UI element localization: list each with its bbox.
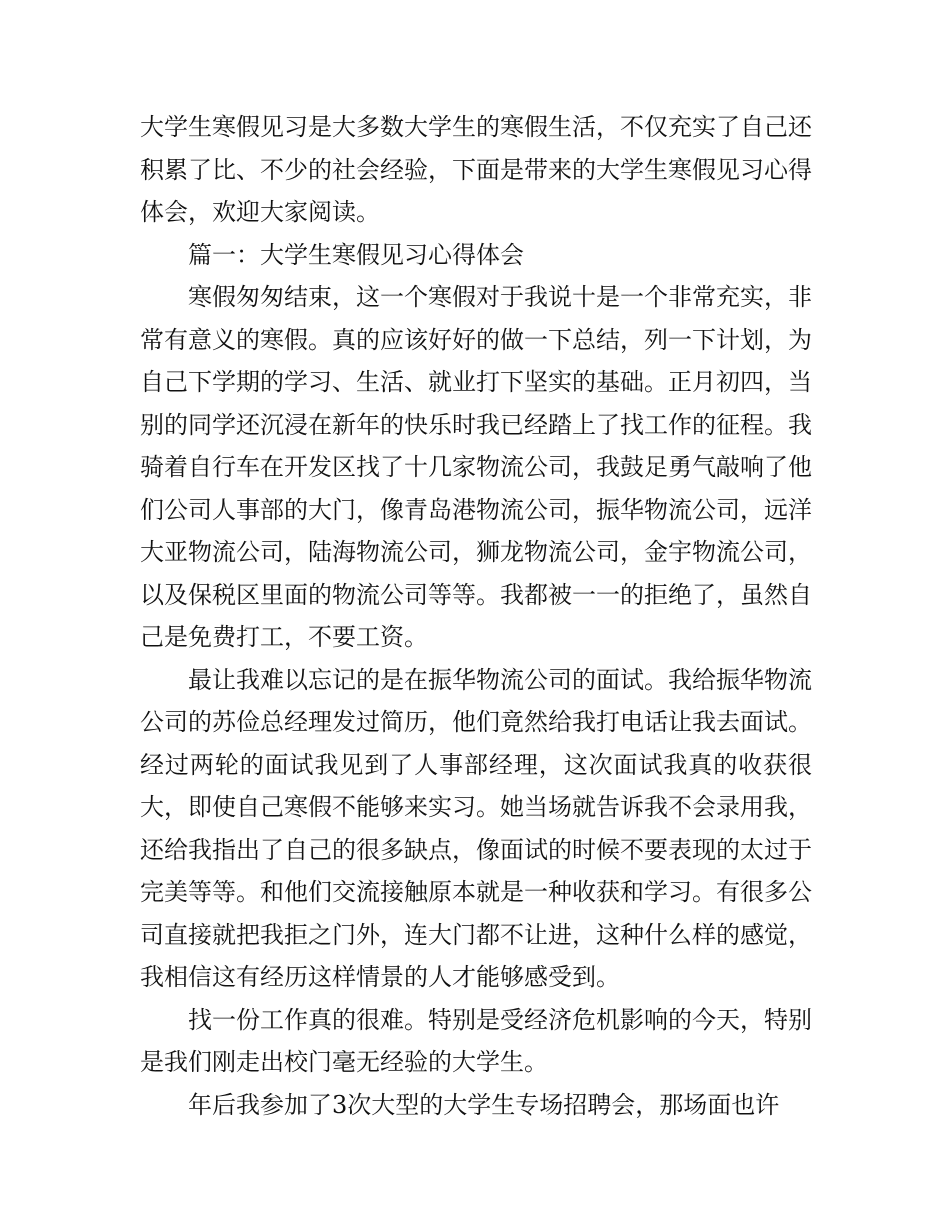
- paragraph-intro: 大学生寒假见习是大多数大学生的寒假生活，不仅充实了自己还积累了比、不少的社会经验，下面是带来的大学生寒假见习心得体会，欢迎大家阅读。: [140, 113, 812, 226]
- paragraph-interview: 最让我难以忘记的是在振华物流公司的面试。我给振华物流公司的苏俭总经理发过简历，他们竟然给我打电话让我去面试。经过两轮的面试我见到了人事部经理，这次面试我真的收获很大，即使自己寒假不能够来实习。她当场就告诉我不会录用我，还给我指出了自己的很多缺点，像面试的时候不要表现的太过于完美等等。和他们交流接触原本就是一种收获和学习。有很多公司直接就把我拒之门外，连大门都不让进，这种什么样的感觉，我相信这有经历这样情景的人才能够感受到。: [140, 665, 812, 991]
- document-body: [140, 106, 812, 1126]
- paragraph-winter-break: 寒假匆匆结束，这一个寒假对于我说十是一个非常充实，非常有意义的寒假。真的应该好好的做一下总结，列一下计划，为自己下学期的学习、生活、就业打下坚实的基础。正月初四，当别的同学还沉浸在新年的快乐时我已经踏上了找工作的征程。我骑着自行车在开发区找了十几家物流公司，我鼓足勇气敲响了他们公司人事部的大门，像青岛港物流公司，振华物流公司，远洋大亚物流公司，陆海物流公司，狮龙物流公司，金宇物流公司，以及保税区里面的物流公司等等。我都被一一的拒绝了，虽然自己是免费打工，不要工资。: [140, 283, 812, 651]
- paragraph-job-fair: 年后我参加了3次大型的大学生专场招聘会，那场面也许: [188, 1090, 780, 1119]
- paragraph-job-hunt: 找一份工作真的很难。特别是受经济危机影响的今天，特别是我们刚走出校门毫无经验的大学生。: [140, 1005, 812, 1076]
- section-heading: 篇一：大学生寒假见习心得体会: [188, 240, 524, 269]
